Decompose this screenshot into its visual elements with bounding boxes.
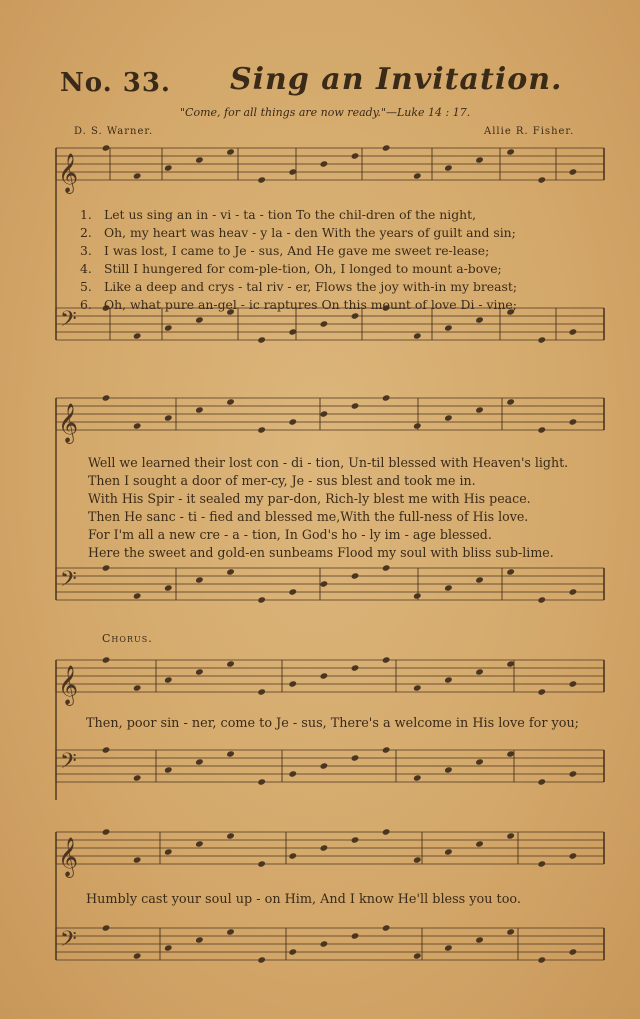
stanza-line: Then He sanc - ti - fied and blessed me,With the full-ness of His love. [88, 509, 529, 524]
svg-text:𝄢: 𝄢 [60, 749, 77, 779]
svg-text:𝄢: 𝄢 [60, 307, 77, 337]
stanza-line: Well we learned their lost con - di - tion, Un-til blessed with Heaven's light. [88, 455, 569, 470]
stanza-line: 4. Still I hungered for com-ple-tion, Oh, I longed to mount a-bove; [80, 261, 502, 276]
lyricist-credit: D. S. Warner. [74, 126, 154, 137]
stanza-line: Then I sought a door of mer-cy, Je - sus blest and took me in. [88, 473, 476, 488]
svg-text:𝄞: 𝄞 [58, 837, 79, 877]
scripture-epigraph: "Come, for all things are now ready."—Luke 14 : 17. [180, 106, 471, 119]
svg-text:𝄞: 𝄞 [58, 665, 79, 705]
stanza-line: 6. Oh, what pure an-gel - ic raptures On this mount of love Di - vine; [80, 297, 517, 312]
chorus-line: Then, poor sin - ner, come to Je - sus, There's a welcome in His love for you; [86, 716, 579, 731]
stanza-line: 3. I was lost, I came to Je - sus, And He gave me sweet re-lease; [80, 243, 490, 258]
svg-text:𝄢: 𝄢 [60, 927, 77, 957]
hymn-title: Sing an Invitation. [230, 62, 563, 97]
svg-text:𝄞: 𝄞 [58, 153, 79, 193]
hymn-number: No. 33. [60, 68, 171, 98]
stanza-line: 2. Oh, my heart was heav - y la - den With the years of guilt and sin; [80, 225, 516, 240]
stanza-line: Here the sweet and gold-en sunbeams Flood my soul with bliss sub-lime. [88, 545, 554, 560]
chorus-line: Humbly cast your soul up - on Him, And I know He'll bless you too. [86, 892, 521, 907]
stanza-line: With His Spir - it sealed my par-don, Rich-ly blest me with His peace. [88, 491, 531, 506]
stanza-line: For I'm all a new cre - a - tion, In God's ho - ly im - age blessed. [88, 527, 492, 542]
stanza-line: 1. Let us sing an in - vi - ta - tion To the chil-dren of the night, [80, 207, 477, 222]
svg-text:𝄢: 𝄢 [60, 567, 77, 597]
composer-credit: Allie R. Fisher. [484, 126, 575, 137]
chorus-label: Chorus. [102, 632, 153, 645]
stanza-line: 5. Like a deep and crys - tal riv - er, Flows the joy with-in my breast; [80, 279, 518, 294]
svg-text:𝄞: 𝄞 [58, 403, 79, 443]
